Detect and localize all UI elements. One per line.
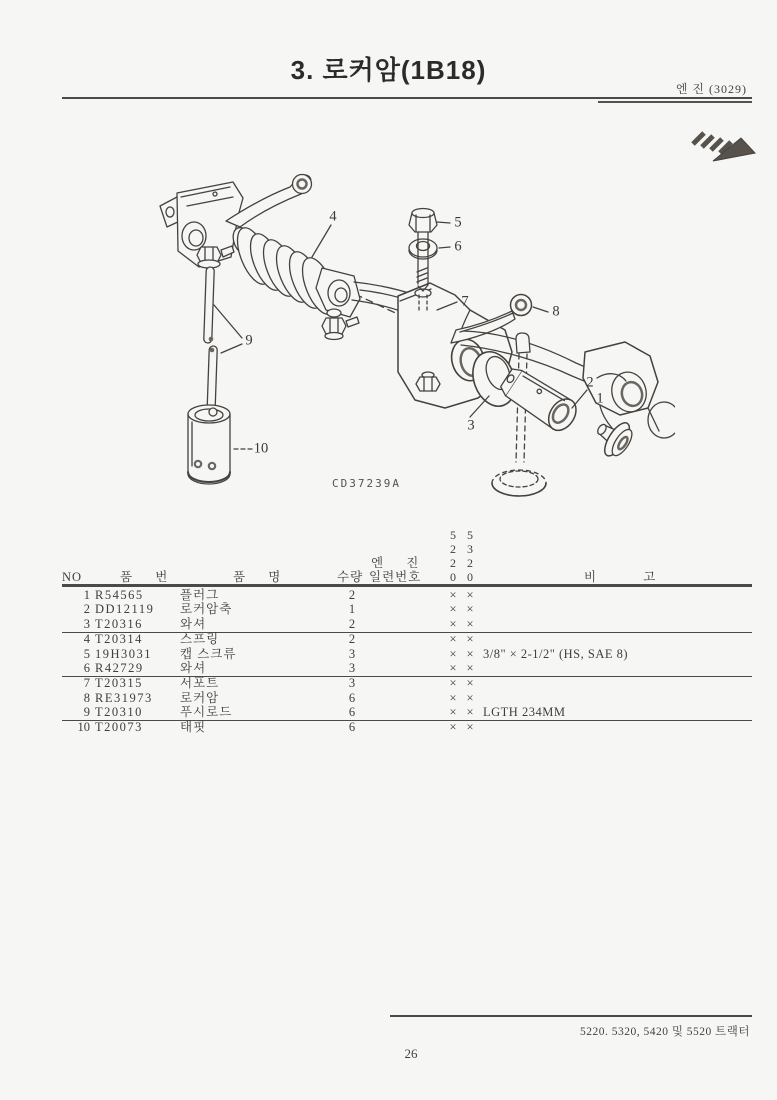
col-header-remarks: 비 고 xyxy=(584,570,657,584)
callout-number-6: 6 xyxy=(454,238,462,255)
part-number-cell: T20315 xyxy=(95,676,143,691)
table-row xyxy=(62,705,752,721)
part-name-cell: 캡 스크류 xyxy=(180,646,237,661)
qty-cell: 2 xyxy=(348,617,356,632)
serial-model-digit: 2 xyxy=(467,556,473,570)
qty-cell: 3 xyxy=(348,676,356,691)
serial-mark-2: × xyxy=(466,705,474,720)
serial-mark-1: × xyxy=(449,676,457,691)
serial-mark-1: × xyxy=(449,617,457,632)
col-header-part-no: 품 번 xyxy=(120,570,169,584)
table-row xyxy=(62,691,752,706)
part-number-cell: DD12119 xyxy=(95,602,155,617)
row-no: 1 xyxy=(83,587,90,602)
part-name-cell: 로커암 xyxy=(180,690,220,705)
serial-mark-1: × xyxy=(449,720,457,735)
row-no: 4 xyxy=(83,631,90,646)
serial-mark-1: × xyxy=(449,602,457,617)
serial-mark-1: × xyxy=(449,631,457,646)
serial-mark-2: × xyxy=(466,661,474,676)
serial-mark-2: × xyxy=(466,602,474,617)
serial-model-digit: 5 xyxy=(450,528,456,542)
footer-models: 5220. 5320, 5420 및 5520 트랙터 xyxy=(579,1026,750,1038)
part-number-cell: R54565 xyxy=(95,587,144,602)
cap-1 xyxy=(589,412,638,462)
callout-number-3: 3 xyxy=(467,417,475,434)
col-header-serial: 일련번호 xyxy=(369,570,422,584)
serial-mark-1: × xyxy=(449,705,457,720)
qty-cell: 6 xyxy=(348,705,356,720)
serial-mark-2: × xyxy=(466,720,474,735)
part-number-cell: 19H3031 xyxy=(95,646,153,661)
table-row xyxy=(62,602,752,617)
col-header-no: NO xyxy=(62,570,83,584)
part-name-cell: 스프링 xyxy=(180,631,220,646)
callout-number-1: 1 xyxy=(596,390,604,407)
callout-number-7: 7 xyxy=(461,293,469,310)
part-name-cell: 와셔 xyxy=(180,617,207,632)
row-no: 8 xyxy=(83,690,90,705)
part-number-cell: T20314 xyxy=(95,631,143,646)
washer-6 xyxy=(409,239,437,259)
table-header-rule xyxy=(62,584,752,587)
row-no: 7 xyxy=(83,676,90,691)
page-title: 3. 로커암(1B18) xyxy=(290,55,487,85)
callout-number-4: 4 xyxy=(329,208,337,225)
row-no: 10 xyxy=(77,720,90,735)
qty-cell: 2 xyxy=(348,587,356,602)
qty-cell: 2 xyxy=(348,631,356,646)
rocker-arm-diagram-art xyxy=(140,150,675,510)
callout-number-10: 10 xyxy=(253,440,269,457)
table-row xyxy=(62,676,752,691)
remarks-cell: LGTH 234MM xyxy=(483,705,566,720)
serial-model-digit: 0 xyxy=(450,570,456,584)
serial-mark-1: × xyxy=(449,661,457,676)
qty-cell: 3 xyxy=(348,661,356,676)
serial-mark-2: × xyxy=(466,690,474,705)
part-name-cell: 로커암축 xyxy=(180,602,233,617)
callout-number-2: 2 xyxy=(586,374,594,391)
row-no: 2 xyxy=(83,602,90,617)
part-number-cell: T20316 xyxy=(95,617,143,632)
col-header-qty: 수량 xyxy=(337,570,364,584)
table-row xyxy=(62,720,752,735)
table-row xyxy=(62,661,752,677)
serial-model-digit: 0 xyxy=(467,570,473,584)
part-name-cell: 태핏 xyxy=(180,720,207,735)
row-no: 3 xyxy=(83,617,90,632)
serial-model-digit: 3 xyxy=(467,542,473,556)
center-mount xyxy=(316,268,360,340)
remarks-cell: 3/8" × 2-1/2" (HS, SAE 8) xyxy=(483,646,629,661)
serial-mark-2: × xyxy=(466,646,474,661)
continue-arrow-icon xyxy=(680,122,765,170)
part-number-cell: R42729 xyxy=(95,661,144,676)
table-row xyxy=(62,617,752,633)
page-number: 26 xyxy=(404,1046,418,1061)
row-no: 5 xyxy=(83,646,90,661)
qty-cell: 3 xyxy=(348,646,356,661)
serial-model-digit: 2 xyxy=(450,542,456,556)
exploded-diagram xyxy=(140,150,675,510)
col-header-part-name: 품 명 xyxy=(233,570,282,584)
row-no: 9 xyxy=(83,705,90,720)
serial-mark-2: × xyxy=(466,676,474,691)
callout-number-8: 8 xyxy=(552,303,560,320)
footer-rule xyxy=(390,1015,752,1017)
qty-cell: 6 xyxy=(348,720,356,735)
qty-cell: 1 xyxy=(348,602,356,617)
row-no: 6 xyxy=(83,661,90,676)
part-name-cell: 푸시로드 xyxy=(180,705,233,720)
engine-section-label: 엔 진 (3029) xyxy=(675,82,747,96)
table-row xyxy=(62,632,752,647)
serial-mark-1: × xyxy=(449,646,457,661)
serial-model-digit: 5 xyxy=(467,528,473,542)
header-rule xyxy=(62,97,752,99)
tappet xyxy=(188,405,230,484)
qty-cell: 6 xyxy=(348,690,356,705)
serial-mark-2: × xyxy=(466,617,474,632)
col-header-engine: 엔 진 xyxy=(371,556,420,570)
callout-number-5: 5 xyxy=(454,214,462,231)
serial-model-digit: 2 xyxy=(450,556,456,570)
part-number-cell: RE31973 xyxy=(95,690,153,705)
table-row xyxy=(62,647,752,662)
serial-mark-1: × xyxy=(449,690,457,705)
part-number-cell: T20073 xyxy=(95,720,143,735)
serial-mark-2: × xyxy=(466,587,474,602)
table-row xyxy=(62,588,752,603)
part-name-cell: 와셔 xyxy=(180,661,207,676)
serial-mark-2: × xyxy=(466,631,474,646)
part-number-cell: T20310 xyxy=(95,705,143,720)
diagram-image-code: CD37239A xyxy=(332,477,401,490)
part-name-cell: 서포트 xyxy=(180,676,220,691)
push-rods xyxy=(204,267,218,422)
callout-number-9: 9 xyxy=(245,332,253,349)
header-rule-right xyxy=(598,101,752,103)
part-name-cell: 플러그 xyxy=(180,587,220,602)
serial-mark-1: × xyxy=(449,587,457,602)
